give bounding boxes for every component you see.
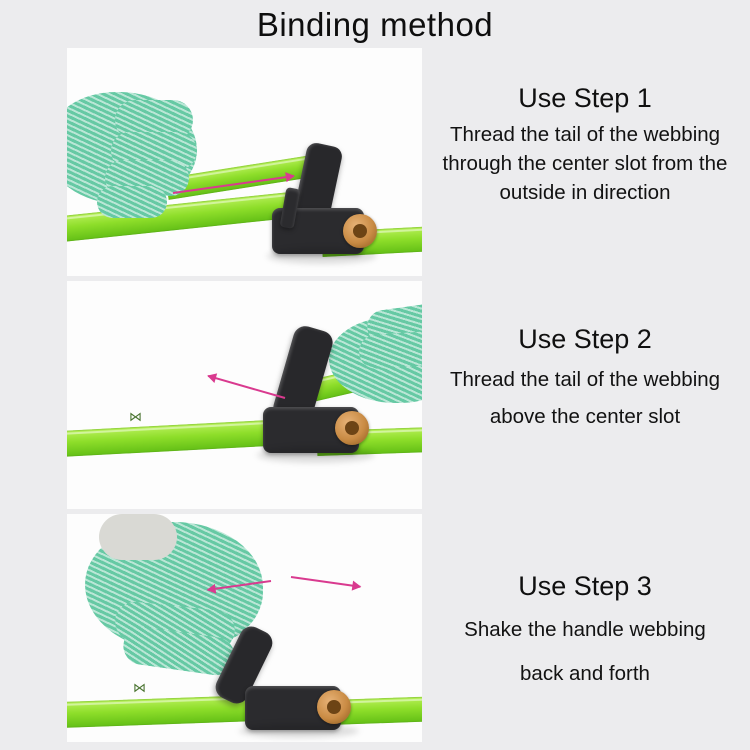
step-2-text bbox=[422, 281, 750, 509]
step-3-text bbox=[422, 514, 750, 742]
step-description: Shake the handle webbing back and forth bbox=[464, 618, 706, 685]
step-1-photo bbox=[67, 48, 422, 276]
step-heading: Use Step 3 bbox=[518, 571, 652, 601]
direction-arrow bbox=[208, 375, 285, 399]
page-title: Binding method bbox=[256, 6, 494, 43]
step-description: Thread the tail of the webbing through the center slot from the outside in direction bbox=[442, 123, 728, 204]
steps-list bbox=[0, 48, 750, 747]
step-2-photo bbox=[67, 281, 422, 509]
step-heading: Use Step 1 bbox=[518, 83, 652, 113]
webbing-marking: ⋈ bbox=[129, 409, 141, 424]
step-1-text bbox=[422, 48, 750, 276]
glove-thumb bbox=[97, 186, 167, 218]
list-item bbox=[0, 514, 750, 742]
drop-shadow bbox=[267, 248, 377, 264]
step-3-photo bbox=[67, 514, 422, 742]
step-description: Thread the tail of the webbing above the center slot bbox=[449, 368, 721, 428]
glove-cuff bbox=[99, 514, 177, 560]
webbing-marking: ⋈ bbox=[133, 680, 145, 695]
ratchet-gear bbox=[335, 411, 369, 445]
drop-shadow bbox=[257, 447, 375, 463]
ratchet-gear bbox=[343, 214, 377, 248]
list-item bbox=[0, 281, 750, 509]
list-item bbox=[0, 48, 750, 276]
drop-shadow bbox=[239, 724, 359, 738]
webbing-strap bbox=[67, 419, 289, 457]
direction-arrow-right bbox=[291, 576, 361, 588]
ratchet-gear bbox=[317, 690, 351, 724]
glove-finger bbox=[358, 330, 422, 370]
step-heading: Use Step 2 bbox=[518, 324, 652, 354]
